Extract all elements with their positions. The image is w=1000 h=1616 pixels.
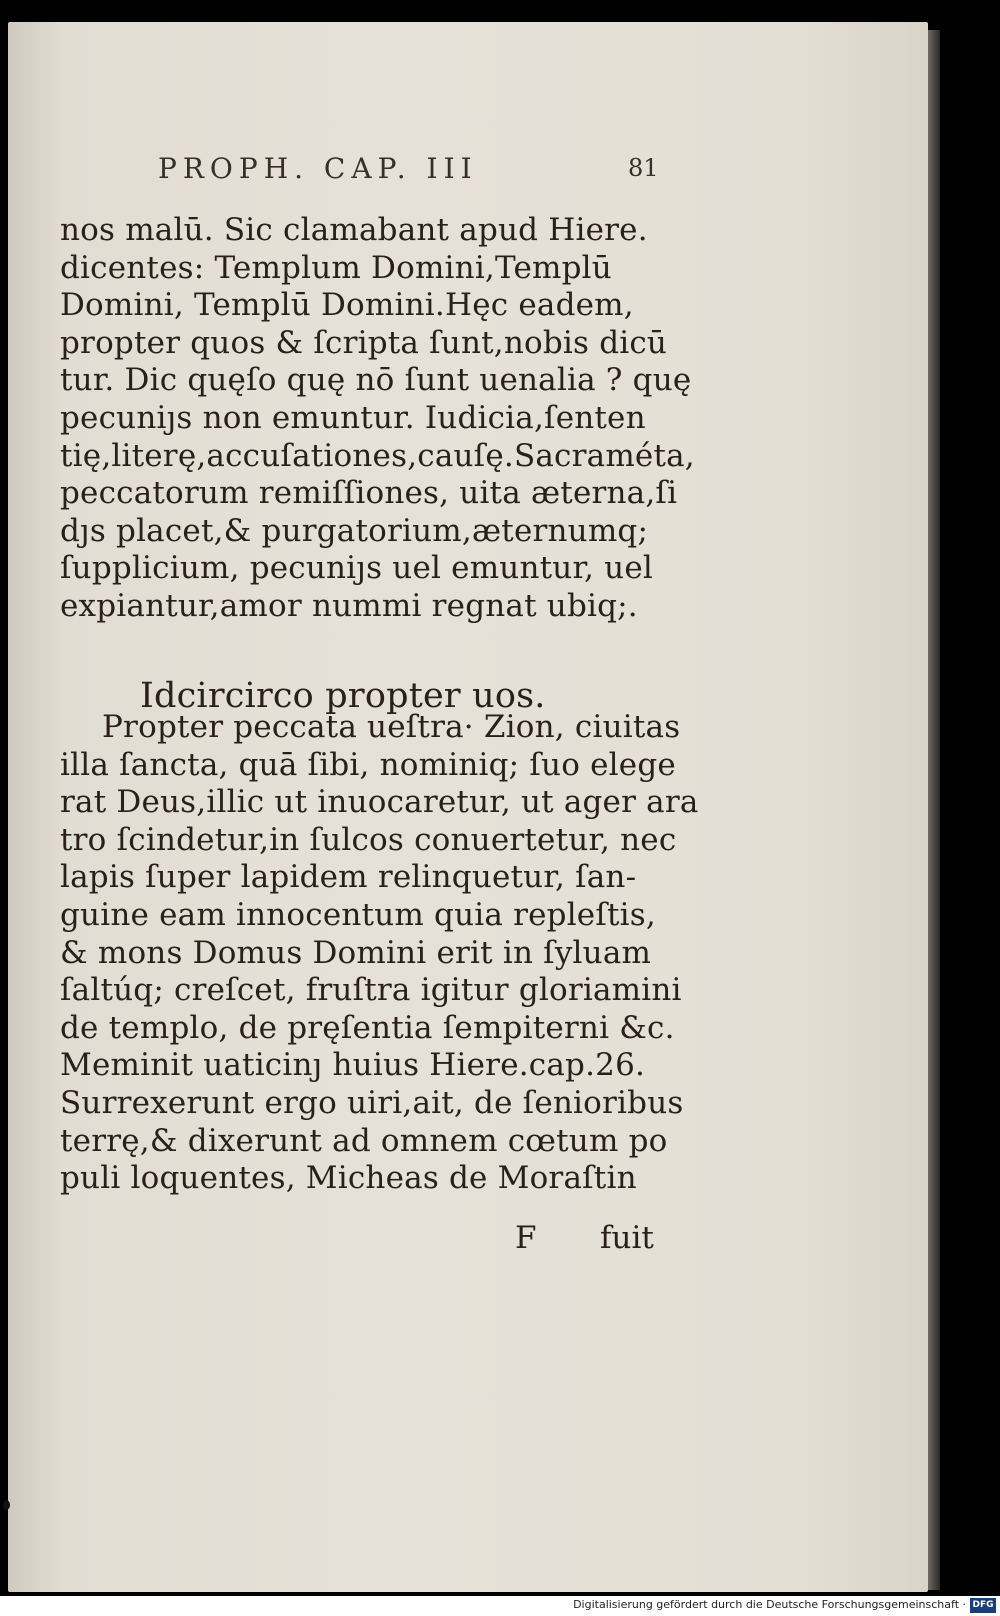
text-line: expiantur,amor nummi regnat ubiq;. (60, 587, 638, 624)
text-line: ſupplicium, pecuniȷs uel emuntur, uel (60, 550, 653, 587)
text-line: rat Deus,illic ut inuocaretur, ut ager ara (60, 784, 699, 821)
text-line: ſaltúq; creſcet, fruſtra igitur gloriamini (60, 972, 682, 1009)
text-line: nos malū. Sic clamabant apud Hiere. (60, 212, 648, 248)
running-head: PROPH. CAP. III (158, 152, 478, 185)
dfg-logo-icon: DFG (970, 1598, 996, 1613)
text-line: Domini, Templū Domini.Hęc eadem, (60, 287, 634, 324)
folio-number: 81 (628, 154, 659, 182)
body-text-block-2 (60, 709, 699, 1198)
page-edge-shadow (928, 30, 940, 1590)
text-line: dȷs placet,& purgatorium,æternumq; (60, 512, 649, 549)
text-line: dicentes: Templum Domini,Templū (60, 249, 612, 286)
text-line: Meminit uaticinȷ huius Hiere.cap.26. (60, 1047, 646, 1084)
text-line: illa ſancta, quā ſibi, nominiq; ſuo elege (60, 746, 676, 783)
text-line: Surrexerunt ergo uiri,ait, de ſenioribus (60, 1084, 684, 1121)
text-line: lapis ſuper lapidem relinquetur, ſan- (60, 859, 637, 896)
text-line: peccatorum remiſſiones, uita æterna,ſi (60, 475, 678, 512)
footer-credit: Digitalisierung gefördert durch die Deutsche Forschungsgemeinschaft · (573, 1598, 966, 1611)
body-text-block-1 (60, 212, 695, 626)
text-line: propter quos & ſcripta ſunt,nobis dicū (60, 324, 668, 361)
text-line: pecuniȷs non emuntur. Iudicia,ſenten (60, 399, 646, 436)
text-line: terrę,& dixerunt ad omnem cœtum po (60, 1122, 668, 1159)
section-heading: Idcircirco propter uos. (140, 676, 546, 716)
text-line: de templo, de pręſentia ſempiterni &c. (60, 1009, 675, 1046)
text-line: guine eam innocentum quia repleſtis, (60, 896, 656, 933)
text-line: tro ſcindetur,in ſulcos conuertetur, nec (60, 821, 677, 858)
margin-mark (3, 1500, 10, 1510)
text-line: puli loquentes, Micheas de Moraſtin (60, 1160, 637, 1197)
text-line: tię,literę,accuſationes,cauſę.Sacraméta, (60, 437, 695, 474)
signature-mark: F (515, 1220, 537, 1256)
book-page (8, 22, 928, 1592)
text-line: tur. Dic quęſo quę nō ſunt uenalia ? quę (60, 362, 692, 399)
footer-bar (0, 1596, 1000, 1616)
text-line: Propter peccata ueſtra· Zion, ciuitas (102, 709, 681, 745)
catchword: fuit (600, 1220, 654, 1256)
text-line: & mons Domus Domini erit in ſyluam (60, 934, 652, 971)
